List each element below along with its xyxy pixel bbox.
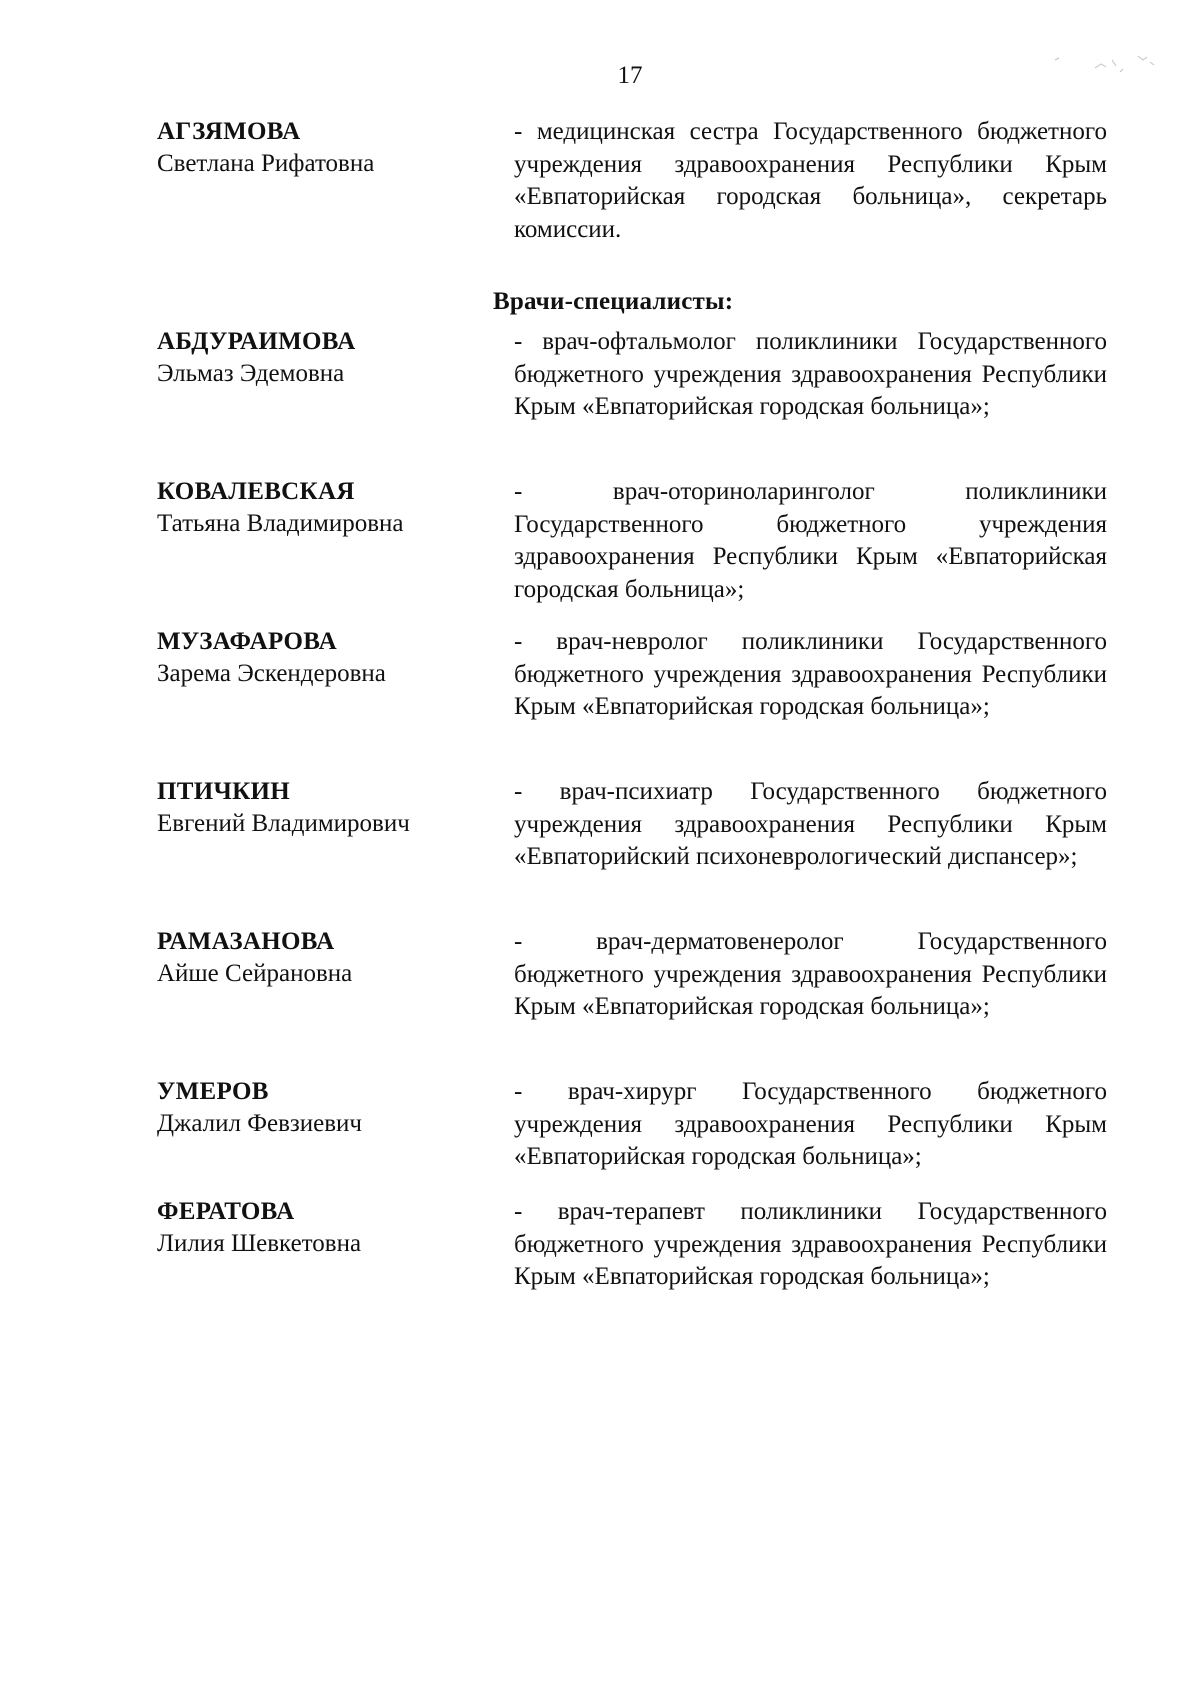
member-given-name: Эльмаз Эдемовна xyxy=(157,360,345,387)
member-surname: КОВАЛЕВСКАЯ xyxy=(157,478,355,505)
member-surname: АБДУРАИМОВА xyxy=(157,328,356,355)
member-position: - врач-дерматовенеролог Государственного бюджетного учреждения здравоохранения Республики Крым «Евпаторийская городская больница»; xyxy=(514,928,1107,1020)
member-given-name: Джалил Февзиевич xyxy=(157,1110,362,1137)
member-position: - врач-хирург Государственного бюджетного учреждения здравоохранения Республики Крым «Евпаторийская городская больница»; xyxy=(514,1078,1107,1170)
member-position: - врач-офтальмолог поликлиники Государственного бюджетного учреждения здравоохранения Республики Крым «Евпаторийская городская больница»; xyxy=(514,328,1107,420)
member-position: - медицинская сестра Государственного бюджетного учреждения здравоохранения Республики Крым «Евпаторийская городская больница», секретарь комиссии. xyxy=(514,118,1107,243)
member-name xyxy=(157,1196,497,1260)
member-name xyxy=(157,626,497,690)
member-given-name: Татьяна Владимировна xyxy=(157,510,404,537)
member-surname: УМЕРОВ xyxy=(157,1078,269,1105)
member-position: - врач-психиатр Государственного бюджетного учреждения здравоохранения Республики Крым «Евпаторийский психоневрологический диспансер»; xyxy=(514,778,1107,870)
member-name xyxy=(157,326,497,390)
member-given-name: Светлана Рифатовна xyxy=(157,150,375,177)
member-name xyxy=(157,476,497,540)
page-number: 17 xyxy=(617,62,643,89)
member-position: - врач-невролог поликлиники Государственного бюджетного учреждения здравоохранения Республики Крым «Евпаторийская городская больница»; xyxy=(514,628,1107,720)
member-given-name: Лилия Шевкетовна xyxy=(157,1230,362,1257)
member-position: - врач-терапевт поликлиники Государственного бюджетного учреждения здравоохранения Республики Крым «Евпаторийская городская больница»; xyxy=(514,1198,1107,1290)
member-surname: МУЗАФАРОВА xyxy=(157,628,337,655)
section-heading: Врачи-специалисты: xyxy=(493,288,734,315)
scan-artifact-icon xyxy=(1050,50,1160,80)
member-position: - врач-оториноларинголог поликлиники Государственного бюджетного учреждения здравоохранения Республики Крым «Евпаторийская городская больница»; xyxy=(514,478,1107,603)
member-given-name: Евгений Владимирович xyxy=(157,810,410,837)
member-surname: АГЗЯМОВА xyxy=(157,118,301,145)
member-surname: РАМАЗАНОВА xyxy=(157,928,335,955)
member-given-name: Айше Сейрановна xyxy=(157,960,353,987)
member-surname: ПТИЧКИН xyxy=(157,778,291,805)
member-name xyxy=(157,116,497,180)
member-given-name: Зарема Эскендеровна xyxy=(157,660,386,687)
member-name xyxy=(157,926,497,990)
member-name xyxy=(157,776,497,840)
member-name xyxy=(157,1076,497,1140)
member-surname: ФЕРАТОВА xyxy=(157,1198,295,1225)
